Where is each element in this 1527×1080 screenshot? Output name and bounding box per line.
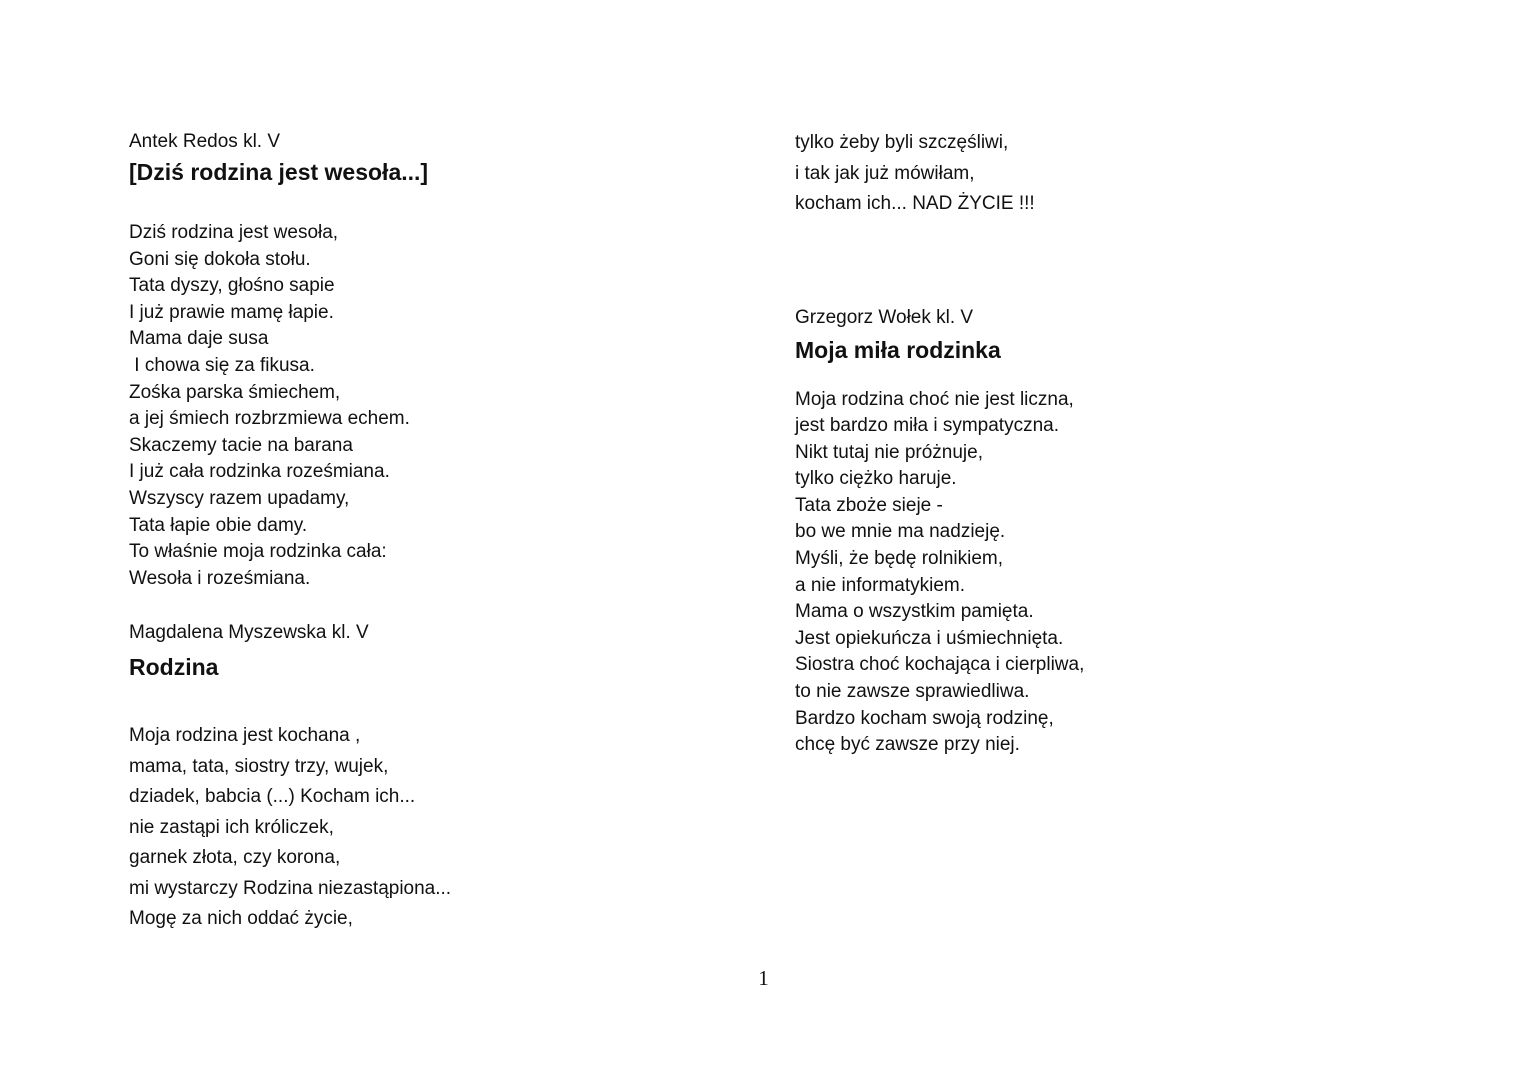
poem-line: Mama daje susa [129,328,269,350]
poem-line: Siostra choć kochająca i cierpliwa, [795,654,1085,676]
poem3-author: Grzegorz Wołek kl. V [795,306,974,328]
poem-line: nie zastąpi ich króliczek, [129,816,334,838]
poem-line: mi wystarczy Rodzina niezastąpiona... [129,877,452,899]
poem-line: Zośka parska śmiechem, [129,381,341,403]
poem-line: kocham ich... NAD ŻYCIE !!! [795,193,1035,214]
poem-line: Jest opiekuńcza i uśmiechnięta. [795,627,1064,649]
poem-line: to nie zawsze sprawiedliwa. [795,681,1030,703]
poem-line: Moja rodzina choć nie jest liczna, [795,388,1074,410]
poem2-author: Magdalena Myszewska kl. V [129,622,369,644]
poem-line: To właśnie moja rodzinka cała: [129,541,387,563]
poem2-continued-lines [795,128,1415,220]
poem-line: Wesoła i roześmiana. [129,567,311,589]
poem-line: I chowa się za fikusa. [129,354,315,376]
poem-line: i tak jak już mówiłam, [795,162,975,184]
poem-line: Goni się dokoła stołu. [129,248,311,270]
poem-line: Myśli, że będę rolnikiem, [795,548,1004,570]
poem-line: tylko ciężko haruje. [795,468,957,490]
poem-line: a jej śmiech rozbrzmiewa echem. [129,408,410,430]
poem1-lines [129,220,689,592]
poem-line: Tata zboże sieje - [795,494,943,516]
poem-line: Wszyscy razem upadamy, [129,487,350,509]
poem-line: Nikt tutaj nie próżnuje, [795,441,983,463]
poem3-title: Moja miła rodzinka [795,336,1001,363]
poem-line: Mogę za nich oddać życie, [129,908,353,930]
poem-line: garnek złota, czy korona, [129,847,341,869]
poem1-title: [Dziś rodzina jest wesoła...] [129,159,429,185]
poem-line: Tata dyszy, głośno sapie [129,275,335,297]
poem2-title: Rodzina [129,654,219,681]
poem1-author: Antek Redos kl. V [129,131,281,152]
poem-line: a nie informatykiem. [795,574,966,596]
poem3-lines [795,387,1415,759]
poem-line: jest bardzo miła i sympatyczna. [795,415,1059,437]
poem-line: Moja rodzina jest kochana , [129,725,361,747]
poem-line: tylko żeby byli szczęśliwi, [795,132,1009,153]
poem-line: mama, tata, siostry trzy, wujek, [129,755,389,777]
poem-line: Skaczemy tacie na barana [129,434,353,456]
page-number: 1 [758,966,769,990]
poem-line: Dziś rodzina jest wesoła, [129,222,339,243]
poem-line: Tata łapie obie damy. [129,514,308,536]
poem-line: dziadek, babcia (...) Kocham ich... [129,786,416,808]
poem-line: chcę być zawsze przy niej. [795,734,1020,756]
left-column [129,128,689,935]
poem-line: I już prawie mamę łapie. [129,301,334,323]
poem2-lines [129,721,689,935]
poem-line: I już cała rodzinka roześmiana. [129,461,390,483]
poem-line: Mama o wszystkim pamięta. [795,601,1034,623]
poem-line: bo we mnie ma nadzieję. [795,521,1006,543]
right-column [795,128,1415,759]
poem-line: Bardzo kocham swoją rodzinę, [795,707,1054,729]
